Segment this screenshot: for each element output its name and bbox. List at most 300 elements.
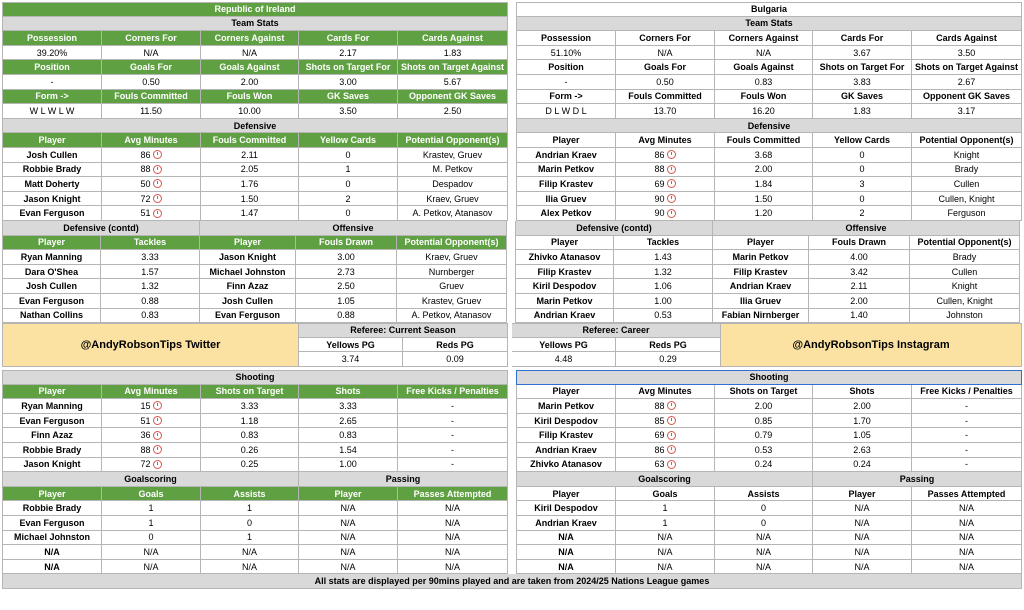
player-name[interactable] <box>2 516 102 531</box>
stat-value[interactable] <box>299 399 398 414</box>
stat-value[interactable] <box>616 414 715 429</box>
stat-value[interactable] <box>912 531 1022 546</box>
stat-value[interactable] <box>102 148 201 163</box>
stat-value[interactable] <box>809 309 910 324</box>
stat-value[interactable] <box>102 206 201 221</box>
column-header[interactable] <box>102 31 201 46</box>
stat-value[interactable] <box>614 279 713 294</box>
stat-value[interactable] <box>715 192 813 207</box>
column-header[interactable] <box>616 133 715 148</box>
stat-value[interactable] <box>910 294 1020 309</box>
stat-value[interactable] <box>813 46 912 61</box>
section-title[interactable] <box>813 472 1022 487</box>
section-title[interactable] <box>713 221 1020 236</box>
stat-value[interactable] <box>296 265 397 280</box>
stat-value[interactable] <box>102 531 201 546</box>
player-name[interactable] <box>516 192 616 207</box>
stat-value[interactable] <box>910 309 1020 324</box>
stat-value[interactable] <box>614 309 713 324</box>
stat-value[interactable] <box>912 501 1022 516</box>
section-title[interactable] <box>2 17 508 32</box>
column-header[interactable] <box>102 60 201 75</box>
stat-value[interactable] <box>201 104 299 119</box>
stat-value[interactable] <box>614 250 713 265</box>
player-name[interactable] <box>2 177 102 192</box>
stat-value[interactable] <box>299 545 398 560</box>
stat-value[interactable] <box>296 294 397 309</box>
player-name[interactable] <box>713 250 809 265</box>
player-name[interactable] <box>516 531 616 546</box>
player-name[interactable] <box>516 428 616 443</box>
stat-value[interactable] <box>616 531 715 546</box>
stat-value[interactable] <box>296 250 397 265</box>
stat-value[interactable] <box>809 294 910 309</box>
stat-value[interactable] <box>398 75 508 90</box>
player-name[interactable] <box>516 545 616 560</box>
player-name[interactable] <box>516 560 616 575</box>
stat-value[interactable] <box>299 443 398 458</box>
stat-value[interactable] <box>813 75 912 90</box>
player-name[interactable] <box>2 192 102 207</box>
stat-value[interactable] <box>813 458 912 473</box>
stat-value[interactable] <box>397 265 507 280</box>
column-header[interactable] <box>614 236 713 251</box>
column-header[interactable] <box>713 236 809 251</box>
column-header[interactable] <box>912 133 1022 148</box>
column-header[interactable] <box>516 90 616 105</box>
column-header[interactable] <box>616 385 715 400</box>
column-header[interactable] <box>102 133 201 148</box>
stat-value[interactable] <box>813 414 912 429</box>
stat-value[interactable] <box>516 75 616 90</box>
stat-value[interactable] <box>201 516 299 531</box>
stat-value[interactable] <box>614 294 713 309</box>
stat-value[interactable] <box>102 545 201 560</box>
player-name[interactable] <box>2 545 102 560</box>
player-name[interactable] <box>2 294 101 309</box>
column-header[interactable] <box>201 60 299 75</box>
team-title-ireland[interactable] <box>2 2 508 17</box>
stat-value[interactable] <box>299 192 398 207</box>
player-name[interactable] <box>2 428 102 443</box>
stat-value[interactable] <box>715 148 813 163</box>
stat-value[interactable] <box>101 294 200 309</box>
column-header[interactable] <box>201 487 299 502</box>
player-name[interactable] <box>200 250 296 265</box>
stat-value[interactable] <box>102 177 201 192</box>
stat-value[interactable] <box>101 279 200 294</box>
stat-value[interactable] <box>398 501 508 516</box>
column-header[interactable] <box>200 236 296 251</box>
stat-value[interactable] <box>912 148 1022 163</box>
stat-value[interactable] <box>398 428 508 443</box>
player-name[interactable] <box>516 163 616 178</box>
stat-value[interactable] <box>398 516 508 531</box>
column-header[interactable] <box>299 60 398 75</box>
player-name[interactable] <box>516 516 616 531</box>
column-header[interactable] <box>2 90 102 105</box>
stat-value[interactable] <box>715 399 813 414</box>
stat-value[interactable] <box>715 501 813 516</box>
stat-value[interactable] <box>398 458 508 473</box>
stat-value[interactable] <box>715 516 813 531</box>
player-name[interactable] <box>713 309 809 324</box>
stat-value[interactable] <box>715 458 813 473</box>
stat-value[interactable] <box>809 250 910 265</box>
stat-value[interactable] <box>398 531 508 546</box>
referee-value[interactable] <box>299 352 403 367</box>
column-header[interactable] <box>516 487 616 502</box>
stat-value[interactable] <box>616 545 715 560</box>
stat-value[interactable] <box>616 46 715 61</box>
section-title[interactable] <box>2 221 200 236</box>
referee-current-title[interactable] <box>299 323 508 338</box>
stat-value[interactable] <box>912 443 1022 458</box>
stat-value[interactable] <box>299 414 398 429</box>
stat-value[interactable] <box>813 163 912 178</box>
stat-value[interactable] <box>201 414 299 429</box>
player-name[interactable] <box>515 309 614 324</box>
stat-value[interactable] <box>296 279 397 294</box>
stat-value[interactable] <box>101 265 200 280</box>
twitter-promo[interactable] <box>2 323 299 367</box>
column-header[interactable] <box>813 60 912 75</box>
stat-value[interactable] <box>299 206 398 221</box>
referee-header[interactable] <box>403 338 508 353</box>
stat-value[interactable] <box>299 428 398 443</box>
column-header[interactable] <box>715 133 813 148</box>
stat-value[interactable] <box>912 414 1022 429</box>
player-name[interactable] <box>2 206 102 221</box>
stat-value[interactable] <box>715 206 813 221</box>
player-name[interactable] <box>200 309 296 324</box>
column-header[interactable] <box>102 487 201 502</box>
player-name[interactable] <box>2 279 101 294</box>
stat-value[interactable] <box>201 192 299 207</box>
player-name[interactable] <box>516 399 616 414</box>
column-header[interactable] <box>715 31 813 46</box>
player-name[interactable] <box>516 443 616 458</box>
stat-value[interactable] <box>201 148 299 163</box>
stat-value[interactable] <box>2 75 102 90</box>
stat-value[interactable] <box>813 443 912 458</box>
stat-value[interactable] <box>813 206 912 221</box>
stat-value[interactable] <box>398 206 508 221</box>
section-title[interactable] <box>2 472 299 487</box>
stat-value[interactable] <box>715 177 813 192</box>
player-name[interactable] <box>2 265 101 280</box>
section-title[interactable] <box>2 119 508 134</box>
stat-value[interactable] <box>397 279 507 294</box>
stat-value[interactable] <box>715 428 813 443</box>
column-header[interactable] <box>616 90 715 105</box>
stat-value[interactable] <box>616 443 715 458</box>
section-title[interactable] <box>2 370 508 385</box>
referee-value[interactable] <box>616 352 721 367</box>
player-name[interactable] <box>713 279 809 294</box>
stat-value[interactable] <box>398 443 508 458</box>
stat-value[interactable] <box>398 46 508 61</box>
column-header[interactable] <box>398 133 508 148</box>
stat-value[interactable] <box>912 458 1022 473</box>
stat-value[interactable] <box>201 501 299 516</box>
stat-value[interactable] <box>299 163 398 178</box>
stat-value[interactable] <box>616 104 715 119</box>
stat-value[interactable] <box>813 428 912 443</box>
column-header[interactable] <box>715 60 813 75</box>
column-header[interactable] <box>715 487 813 502</box>
stat-value[interactable] <box>616 148 715 163</box>
column-header[interactable] <box>201 133 299 148</box>
column-header[interactable] <box>2 133 102 148</box>
player-name[interactable] <box>2 443 102 458</box>
stat-value[interactable] <box>398 148 508 163</box>
stat-value[interactable] <box>398 104 508 119</box>
column-header[interactable] <box>809 236 910 251</box>
referee-header[interactable] <box>299 338 403 353</box>
player-name[interactable] <box>515 279 614 294</box>
stat-value[interactable] <box>201 531 299 546</box>
column-header[interactable] <box>616 31 715 46</box>
stat-value[interactable] <box>616 560 715 575</box>
player-name[interactable] <box>713 265 809 280</box>
stat-value[interactable] <box>715 414 813 429</box>
stat-value[interactable] <box>912 428 1022 443</box>
stat-value[interactable] <box>299 531 398 546</box>
player-name[interactable] <box>2 531 102 546</box>
player-name[interactable] <box>2 560 102 575</box>
team-title-bulgaria[interactable] <box>516 2 1022 17</box>
stat-value[interactable] <box>912 46 1022 61</box>
column-header[interactable] <box>912 60 1022 75</box>
stat-value[interactable] <box>813 399 912 414</box>
column-header[interactable] <box>398 60 508 75</box>
stat-value[interactable] <box>715 104 813 119</box>
stat-value[interactable] <box>299 177 398 192</box>
stat-value[interactable] <box>616 428 715 443</box>
stat-value[interactable] <box>299 75 398 90</box>
stat-value[interactable] <box>912 206 1022 221</box>
column-header[interactable] <box>616 487 715 502</box>
stat-value[interactable] <box>910 265 1020 280</box>
column-header[interactable] <box>813 31 912 46</box>
stat-value[interactable] <box>813 531 912 546</box>
stat-value[interactable] <box>813 104 912 119</box>
stat-value[interactable] <box>397 250 507 265</box>
stat-value[interactable] <box>813 192 912 207</box>
stat-value[interactable] <box>102 501 201 516</box>
player-name[interactable] <box>2 163 102 178</box>
stat-value[interactable] <box>912 545 1022 560</box>
player-name[interactable] <box>200 265 296 280</box>
referee-career-title[interactable] <box>512 323 721 338</box>
stat-value[interactable] <box>201 545 299 560</box>
stat-value[interactable] <box>102 443 201 458</box>
stat-value[interactable] <box>516 104 616 119</box>
player-name[interactable] <box>516 458 616 473</box>
stat-value[interactable] <box>397 294 507 309</box>
section-title[interactable] <box>516 472 813 487</box>
stat-value[interactable] <box>616 206 715 221</box>
stat-value[interactable] <box>299 560 398 575</box>
section-title[interactable] <box>515 221 713 236</box>
section-title[interactable] <box>516 119 1022 134</box>
column-header[interactable] <box>813 90 912 105</box>
stat-value[interactable] <box>296 309 397 324</box>
section-title[interactable] <box>299 472 508 487</box>
player-name[interactable] <box>515 265 614 280</box>
stat-value[interactable] <box>201 75 299 90</box>
column-header[interactable] <box>296 236 397 251</box>
stat-value[interactable] <box>516 46 616 61</box>
stat-value[interactable] <box>715 163 813 178</box>
stat-value[interactable] <box>616 516 715 531</box>
stat-value[interactable] <box>102 414 201 429</box>
column-header[interactable] <box>101 236 200 251</box>
stat-value[interactable] <box>102 104 201 119</box>
referee-value[interactable] <box>512 352 616 367</box>
stat-value[interactable] <box>201 177 299 192</box>
column-header[interactable] <box>912 31 1022 46</box>
stat-value[interactable] <box>614 265 713 280</box>
player-name[interactable] <box>516 501 616 516</box>
stat-value[interactable] <box>715 560 813 575</box>
stat-value[interactable] <box>813 516 912 531</box>
stat-value[interactable] <box>813 148 912 163</box>
column-header[interactable] <box>715 385 813 400</box>
stat-value[interactable] <box>813 560 912 575</box>
stat-value[interactable] <box>813 177 912 192</box>
stat-value[interactable] <box>398 399 508 414</box>
stat-value[interactable] <box>809 279 910 294</box>
player-name[interactable] <box>2 414 102 429</box>
column-header[interactable] <box>102 385 201 400</box>
stat-value[interactable] <box>102 428 201 443</box>
stat-value[interactable] <box>616 458 715 473</box>
column-header[interactable] <box>201 31 299 46</box>
stat-value[interactable] <box>616 399 715 414</box>
stat-value[interactable] <box>201 206 299 221</box>
column-header[interactable] <box>102 90 201 105</box>
column-header[interactable] <box>299 31 398 46</box>
stat-value[interactable] <box>102 163 201 178</box>
stat-value[interactable] <box>102 516 201 531</box>
stat-value[interactable] <box>398 163 508 178</box>
player-name[interactable] <box>515 294 614 309</box>
stat-value[interactable] <box>101 309 200 324</box>
column-header[interactable] <box>813 385 912 400</box>
stat-value[interactable] <box>299 501 398 516</box>
player-name[interactable] <box>516 414 616 429</box>
stat-value[interactable] <box>102 192 201 207</box>
player-name[interactable] <box>2 309 101 324</box>
column-header[interactable] <box>516 133 616 148</box>
stat-value[interactable] <box>912 516 1022 531</box>
column-header[interactable] <box>2 487 102 502</box>
stat-value[interactable] <box>616 177 715 192</box>
player-name[interactable] <box>516 177 616 192</box>
stat-value[interactable] <box>2 104 102 119</box>
column-header[interactable] <box>2 385 102 400</box>
referee-header[interactable] <box>616 338 721 353</box>
stat-value[interactable] <box>398 192 508 207</box>
player-name[interactable] <box>516 148 616 163</box>
column-header[interactable] <box>299 133 398 148</box>
stat-value[interactable] <box>201 428 299 443</box>
stat-value[interactable] <box>299 104 398 119</box>
stat-value[interactable] <box>616 163 715 178</box>
stat-value[interactable] <box>912 163 1022 178</box>
stat-value[interactable] <box>616 192 715 207</box>
stat-value[interactable] <box>912 104 1022 119</box>
column-header[interactable] <box>616 60 715 75</box>
stat-value[interactable] <box>398 560 508 575</box>
stat-value[interactable] <box>912 177 1022 192</box>
player-name[interactable] <box>713 294 809 309</box>
column-header[interactable] <box>398 487 508 502</box>
referee-value[interactable] <box>403 352 508 367</box>
player-name[interactable] <box>2 399 102 414</box>
stat-value[interactable] <box>102 46 201 61</box>
stat-value[interactable] <box>101 250 200 265</box>
column-header[interactable] <box>515 236 614 251</box>
column-header[interactable] <box>912 487 1022 502</box>
stat-value[interactable] <box>616 501 715 516</box>
column-header[interactable] <box>397 236 507 251</box>
stat-value[interactable] <box>910 279 1020 294</box>
stat-value[interactable] <box>2 46 102 61</box>
player-name[interactable] <box>200 294 296 309</box>
stat-value[interactable] <box>299 148 398 163</box>
stat-value[interactable] <box>715 443 813 458</box>
stat-value[interactable] <box>398 545 508 560</box>
stat-value[interactable] <box>715 46 813 61</box>
column-header[interactable] <box>299 385 398 400</box>
player-name[interactable] <box>2 148 102 163</box>
stat-value[interactable] <box>397 309 507 324</box>
stat-value[interactable] <box>616 75 715 90</box>
column-header[interactable] <box>912 90 1022 105</box>
column-header[interactable] <box>2 236 101 251</box>
section-title[interactable] <box>516 370 1022 385</box>
stat-value[interactable] <box>299 516 398 531</box>
column-header[interactable] <box>910 236 1020 251</box>
section-title[interactable] <box>516 17 1022 32</box>
footer-note[interactable] <box>2 574 1022 589</box>
stat-value[interactable] <box>912 560 1022 575</box>
player-name[interactable] <box>2 501 102 516</box>
column-header[interactable] <box>516 385 616 400</box>
stat-value[interactable] <box>201 443 299 458</box>
stat-value[interactable] <box>715 545 813 560</box>
column-header[interactable] <box>201 90 299 105</box>
instagram-promo[interactable] <box>721 323 1022 367</box>
stat-value[interactable] <box>809 265 910 280</box>
stat-value[interactable] <box>398 414 508 429</box>
column-header[interactable] <box>715 90 813 105</box>
column-header[interactable] <box>398 385 508 400</box>
column-header[interactable] <box>299 487 398 502</box>
player-name[interactable] <box>2 458 102 473</box>
stat-value[interactable] <box>910 250 1020 265</box>
column-header[interactable] <box>299 90 398 105</box>
stat-value[interactable] <box>912 399 1022 414</box>
referee-header[interactable] <box>512 338 616 353</box>
stat-value[interactable] <box>715 531 813 546</box>
stat-value[interactable] <box>912 75 1022 90</box>
stat-value[interactable] <box>102 75 201 90</box>
column-header[interactable] <box>813 133 912 148</box>
